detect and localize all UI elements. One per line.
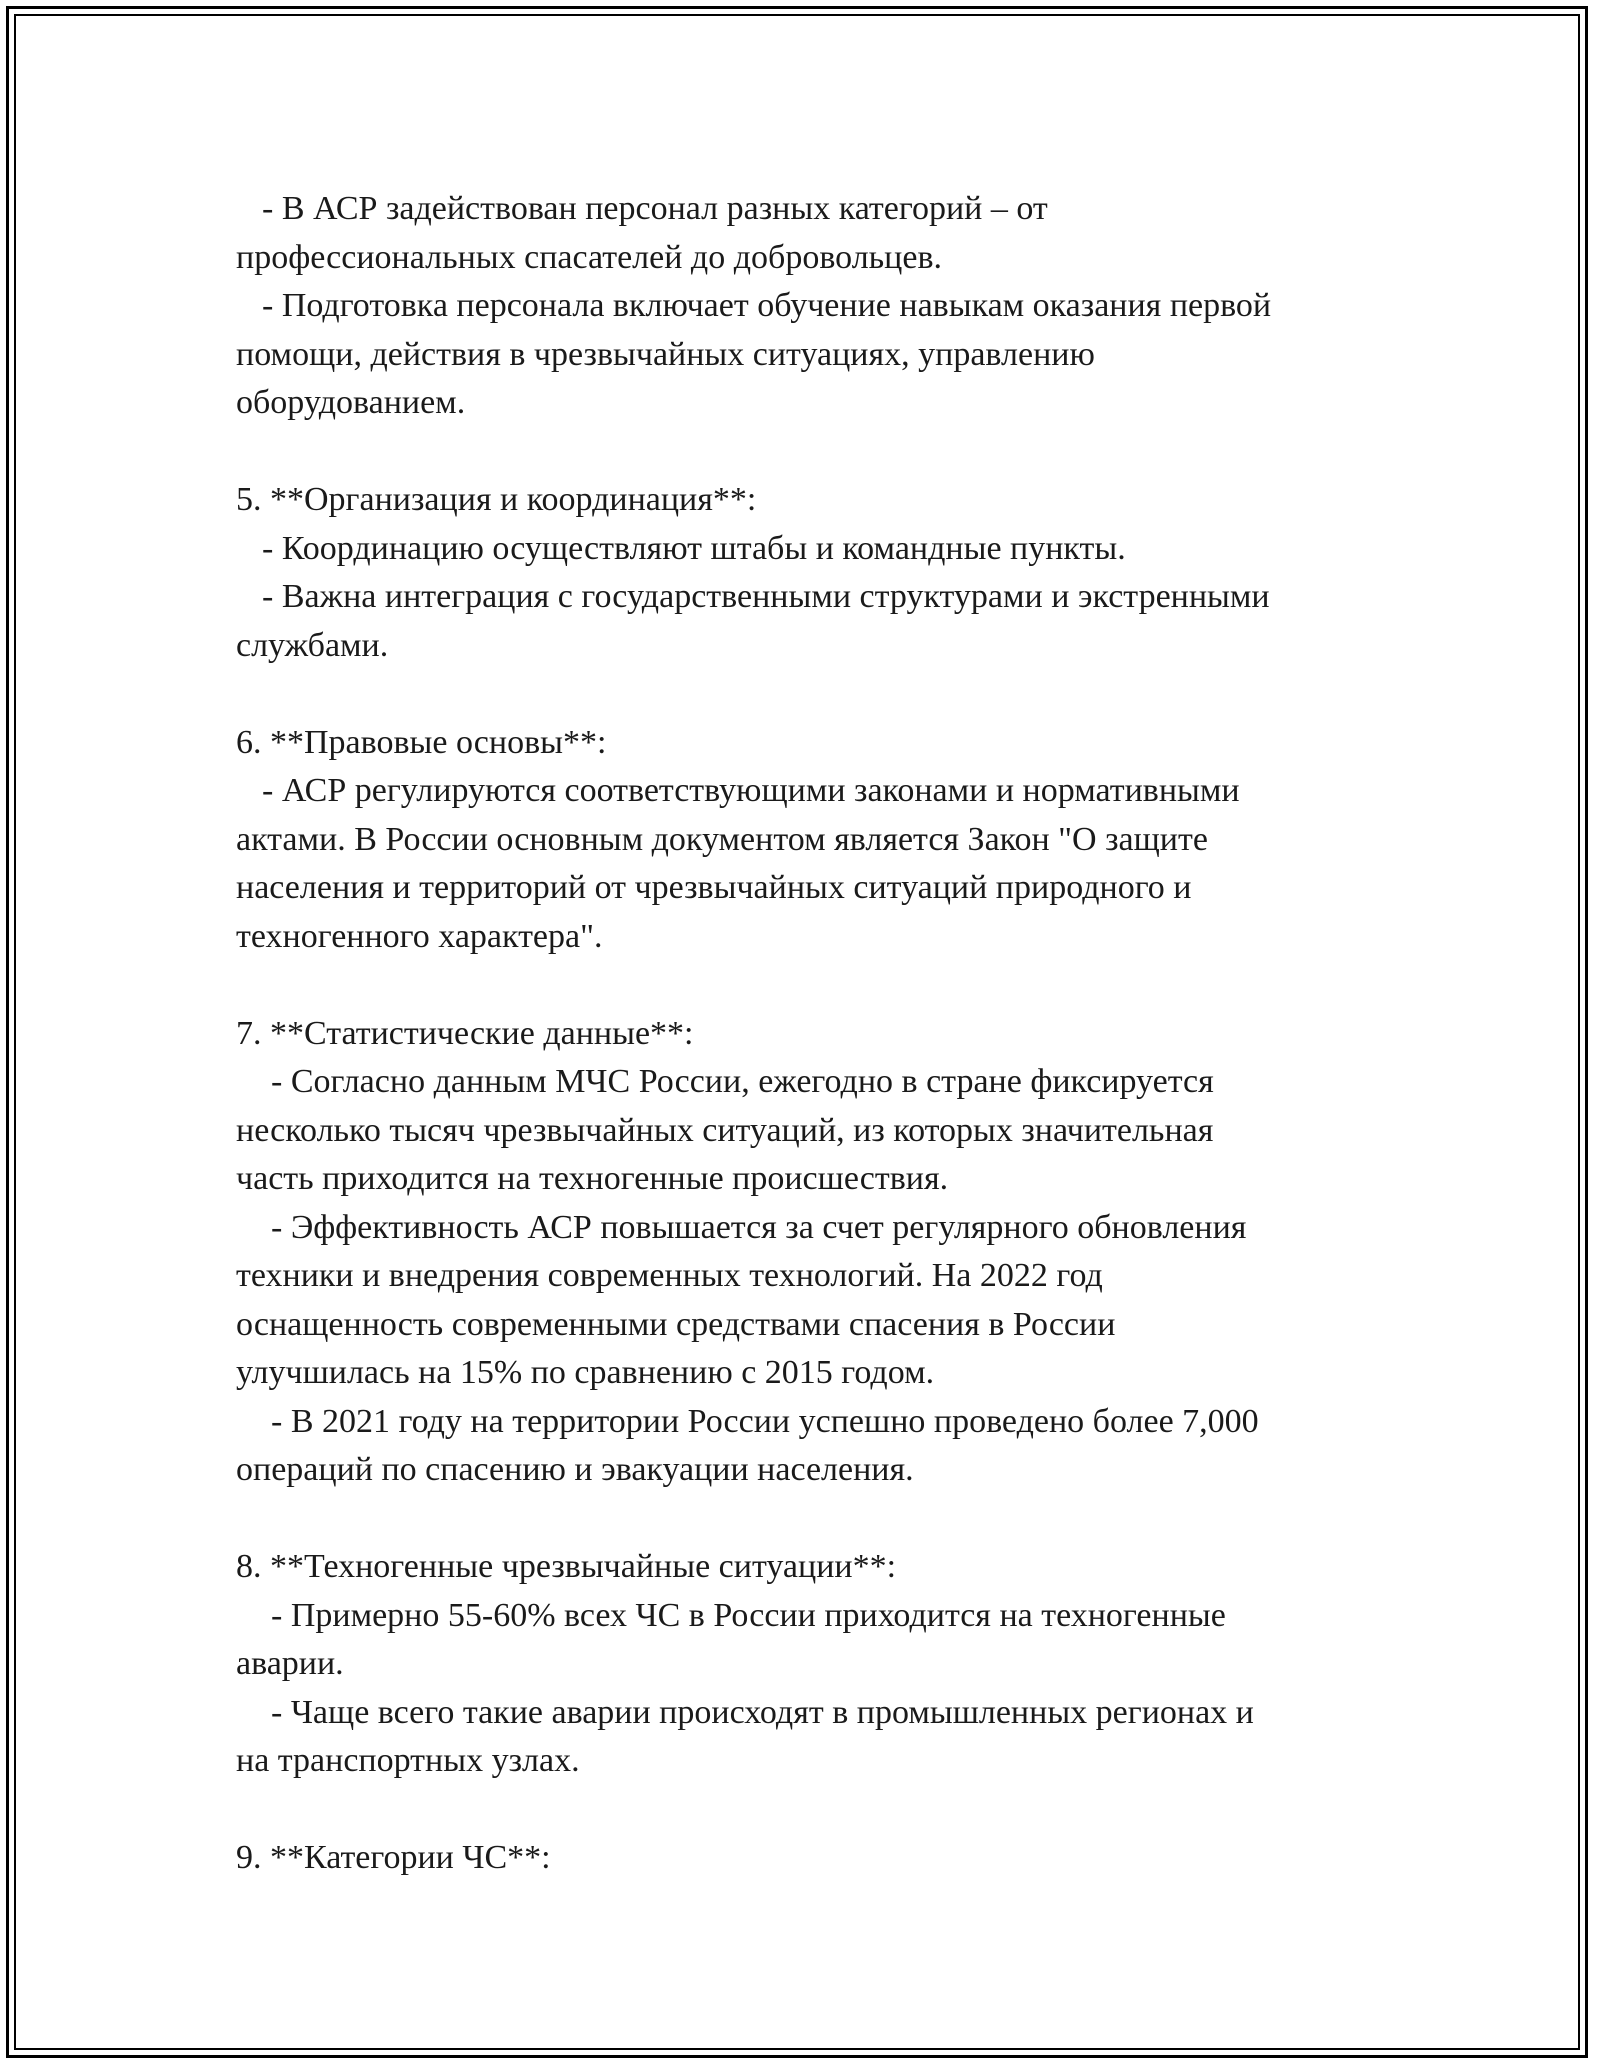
blank-line — [236, 1495, 1416, 1544]
blank-line — [236, 670, 1416, 719]
text-line: населения и территорий от чрезвычайных ситуаций природного и — [236, 869, 1192, 906]
text-line: службами. — [236, 626, 389, 664]
text-line: - Координацию осуществляют штабы и командные пункты. — [262, 529, 1126, 567]
text-line: - Эффективность АСР повышается за счет регулярного обновления — [271, 1208, 1247, 1246]
document-body — [236, 185, 1416, 1883]
text-line: - Важна интеграция с государственными структурами и экстренными — [262, 578, 1270, 615]
text-line: - АСР регулируются соответствующими законами и нормативными — [262, 772, 1240, 809]
text-line: 7. **Статистические данные**: — [236, 1014, 694, 1052]
text-line: оснащенность современными средствами спасения в России — [236, 1305, 1116, 1343]
blank-line — [236, 428, 1416, 477]
text-line: 6. **Правовые основы**: — [236, 723, 607, 761]
text-line: операций по спасению и эвакуации населения. — [236, 1451, 914, 1488]
text-line: - Согласно данным МЧС России, ежегодно в стране фиксируется — [271, 1063, 1214, 1100]
text-line: часть приходится на техногенные происшествия. — [236, 1160, 949, 1197]
blank-line — [236, 961, 1416, 1010]
text-line: аварии. — [236, 1645, 344, 1682]
text-line: актами. В России основным документом является Закон "О защите — [236, 820, 1208, 858]
text-line: техники и внедрения современных технологий. На 2022 год — [236, 1257, 1103, 1294]
text-line: улучшилась на 15% по сравнению с 2015 годом. — [236, 1354, 935, 1391]
text-line: техногенного характера". — [236, 917, 603, 955]
text-line: 9. **Категории ЧС**: — [236, 1839, 551, 1876]
text-line: помощи, действия в чрезвычайных ситуациях, управлению — [236, 335, 1095, 373]
text-line: - Подготовка персонала включает обучение навыкам оказания первой — [262, 287, 1272, 324]
text-line: - В 2021 году на территории России успешно проведено более 7,000 — [271, 1402, 1259, 1440]
text-line: 8. **Техногенные чрезвычайные ситуации**: — [236, 1548, 897, 1585]
text-line: - В АСР задействован персонал разных категорий – от — [262, 190, 1048, 227]
text-line: на транспортных узлах. — [236, 1742, 580, 1779]
text-line: несколько тысяч чрезвычайных ситуаций, из которых значительная — [236, 1111, 1214, 1149]
text-line: оборудованием. — [236, 384, 466, 421]
text-line: 5. **Организация и координация**: — [236, 481, 757, 518]
blank-line — [236, 1786, 1416, 1835]
text-line: - Чаще всего такие аварии происходят в промышленных регионах и — [271, 1693, 1254, 1731]
text-line: профессиональных спасателей до добровольцев. — [236, 238, 943, 276]
text-line: - Примерно 55-60% всех ЧС в России приходится на техногенные — [271, 1596, 1226, 1634]
